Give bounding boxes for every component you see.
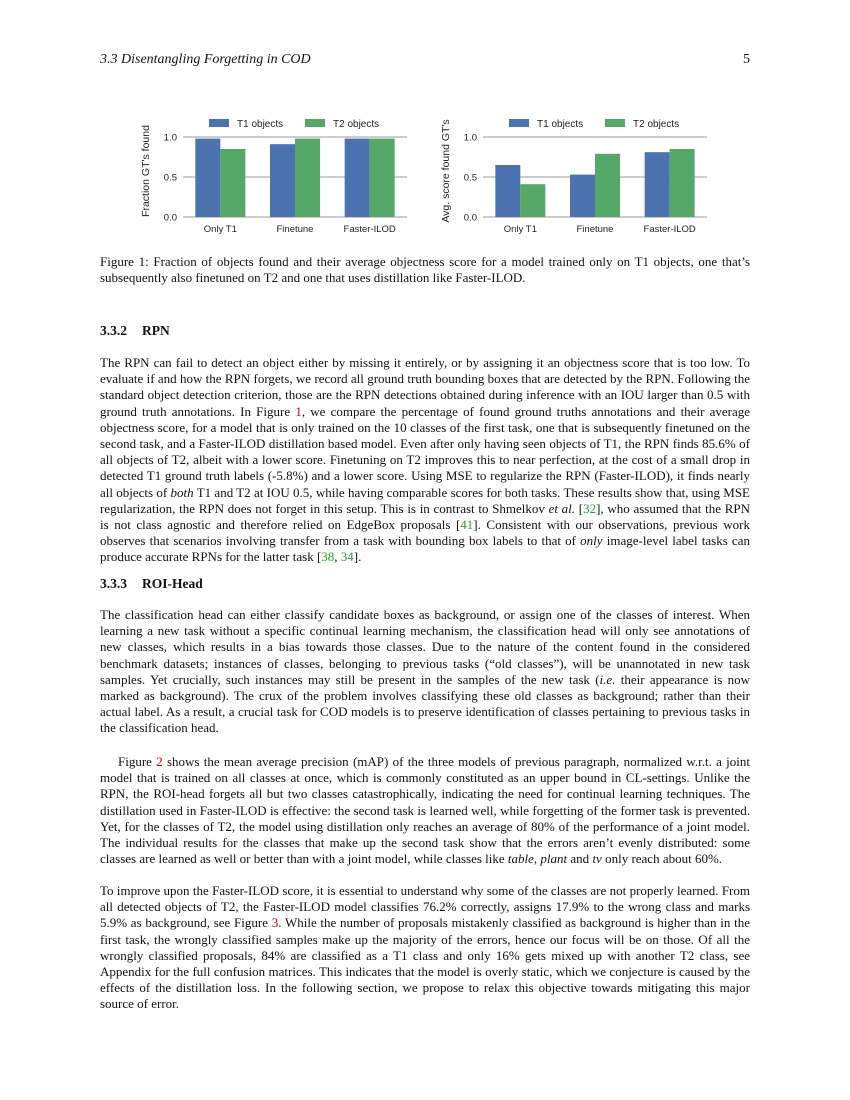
text-run: ]. Consistent with our observations, previous work observes that scenarios involving transfer from a task with bounding box labels to that of [100, 517, 750, 549]
text-run: ]. [353, 549, 362, 565]
text-run: image-level label tasks can produce accurate RPNs for the latter task [ [100, 533, 750, 565]
emphasis: only [580, 533, 603, 549]
text-run: The RPN can fail to detect an object either by missing it entirely, or by assigning it an objectness score that is too low. To evaluate if and how the RPN forgets, we record all ground truth bounding boxes that are detected by the RPN. Following the standard object detection criterion, those are the RPN detections obtained during inference with an IOU larger than 0.5 with ground truth annotations. In Figure [100, 355, 750, 419]
section-number: 3.3.3 [100, 576, 127, 591]
legend-swatch [605, 119, 625, 127]
rpn-paragraph [100, 355, 750, 566]
bar [345, 139, 370, 217]
roi-paragraph-2 [100, 754, 750, 867]
bar [270, 144, 295, 217]
legend-label: T1 objects [237, 119, 284, 130]
figure-1 [135, 105, 715, 245]
text-run: Figure [118, 754, 157, 769]
figure-link[interactable]: 1 [295, 403, 302, 419]
figure-1-charts [135, 105, 715, 245]
section-title: ROI-Head [142, 576, 203, 591]
text-run: and [567, 851, 593, 867]
text-run: only reach about 60%. [601, 851, 723, 867]
text-run: T1 and T2 at IOU 0.5, while having comparable scores for both tasks. These results show that, using MSE regularization, the RPN does not forget in this setup. This is in contrast to Shmelkov [100, 484, 750, 516]
legend-label: T2 objects [633, 119, 680, 130]
y-axis-label: Fraction GT's found [140, 125, 152, 217]
y-tick-label: 0.0 [163, 212, 177, 224]
y-tick-label: 1.0 [463, 132, 477, 144]
x-tick-label: Faster-ILOD [343, 224, 396, 235]
emphasis: plant [540, 851, 568, 867]
x-tick-label: Only T1 [203, 224, 237, 235]
emphasis: et al. [548, 500, 576, 516]
bar [645, 152, 670, 217]
y-tick-label: 0.5 [163, 172, 177, 184]
emphasis: i.e. [599, 671, 616, 687]
text-run: , we compare the percentage of found ground truths annotations and their average objectness score, for a model that is only trained on the 10 classes of the first task, one that is subsequently finetuned on the second task, and a Faster-ILOD distillation based model. Even after only having seen objects of T1, the RPN finds 85.6% of all objects of T2, albeit with a lower score. Finetuning on T2 improves this to near perfection, at the cost of a small drop in detected T1 ground truth labels (-5.8%) and a lower score. Using MSE to regularize the RPN (Faster-ILOD), it finds nearly all objects of [100, 403, 750, 500]
emphasis: table [507, 851, 534, 867]
y-tick-label: 1.0 [163, 132, 177, 144]
bar [670, 149, 695, 217]
figure-link[interactable]: 3 [271, 915, 279, 931]
legend-label: T1 objects [537, 119, 584, 130]
bar [220, 149, 245, 217]
bar [370, 139, 395, 217]
legend-swatch [509, 119, 529, 127]
legend-swatch [209, 119, 229, 127]
text-run: shows the mean average precision (mAP) of the three models of previous paragraph, normalized w.r.t. a joint model that is trained on all classes at once, which is commonly constituted as an upper bound in CL-settings. Unlike the RPN, the ROI-head forgets all but two classes catastrophically, indicating the need for continual learning techniques. The distillation used in Faster-ILOD is effective: the second task is learned well, while forgetting of the former task is prevented. Yet, for the classes of T2, the model using distillation only reaches an average of 80% of the performance of a joint model. The individual results for the classes that make up the second task show that the errors aren’t evenly distributed: some classes are learned as well or better than with a joint model, while classes like [100, 754, 750, 867]
citation-link[interactable]: 34 [340, 549, 354, 565]
emphasis: both [170, 484, 194, 500]
text-run: their appearance is now marked as background). The crux of the problem involves classifying these old classes as background; rather than their actual label. As a result, a crucial task for COD models is to preserve identification of classes pertaining to previous tasks in the classification head. [100, 671, 750, 736]
y-axis-label: Avg. score found GT's [440, 119, 452, 223]
x-tick-label: Finetune [276, 224, 314, 235]
text-run: [ [575, 500, 584, 516]
section-heading-roi-head [100, 576, 203, 592]
text-run: . While the number of proposals mistakenly classified as background is higher than in the first task, the wrongly classified samples make up the majority of the errors, hence our focus will be on those. Of all the wrongly classified proposals, 84% are classified as a T1 class and only 16% gets mixed up with another T2 class, see Appendix for the full confusion matrices. This indicates that the model is overly static, which we conjecture is caused by the effects of the distillation loss. In the following section, we propose to relax this objective towards mitigating this major source of error. [100, 915, 750, 1012]
section-number: 3.3.2 [100, 323, 127, 338]
citation-link[interactable]: 38 [321, 549, 335, 565]
citation-link[interactable]: 32 [583, 500, 597, 516]
page-number: 5 [743, 52, 750, 67]
bar [495, 165, 520, 217]
running-header [100, 52, 750, 70]
legend-label: T2 objects [333, 119, 380, 130]
x-tick-label: Faster-ILOD [643, 224, 696, 235]
text-run: To improve upon the Faster-ILOD score, it is essential to understand why some of the classes are not properly learned. From all detected objects of T2, the Faster-ILOD model classifies 76.2% correctly, assigns 17.9% to the wrong class and marks 5.9% as background, see Figure [100, 883, 750, 931]
figure-1-caption: Figure 1: Fraction of objects found and their average objectness score for a model trained only on T1 objects, one that’s subsequently also finetuned on T2 and one that uses distillation like Faster-ILOD. [100, 254, 750, 285]
text-run: , [334, 549, 341, 565]
bar [295, 139, 320, 217]
roi-paragraph-1 [100, 607, 750, 737]
x-tick-label: Only T1 [503, 224, 537, 235]
section-header-title: 3.3 Disentangling Forgetting in COD [100, 52, 311, 67]
emphasis: tv [592, 851, 602, 867]
bar [195, 139, 220, 217]
roi-paragraph-3 [100, 883, 750, 1013]
section-heading-rpn [100, 323, 170, 339]
text-run: ], who assumed that the RPN is not class agnostic and therefore relied on EdgeBox proposals [ [100, 500, 750, 533]
x-tick-label: Finetune [576, 224, 614, 235]
bar [595, 154, 620, 217]
bar [570, 175, 595, 217]
y-tick-label: 0.5 [463, 172, 477, 184]
citation-link[interactable]: 41 [460, 517, 474, 533]
figure-link[interactable]: 2 [156, 754, 163, 769]
section-title: RPN [142, 323, 170, 338]
text-run: The classification head can either classify candidate boxes as background, or assign one of the classes of interest. When learning a new task without a specific continual learning mechanism, the classification head will only see annotations of new classes, which results in a bias towards those classes. Due to the nature of the content found in the considered benchmark datasets; instances of classes, belonging to previous tasks (“old classes”), will be unannotated in new task samples. Yet crucially, such instances may still be present in the samples of the new task ( [100, 607, 750, 687]
bar [520, 184, 545, 217]
legend-swatch [305, 119, 325, 127]
y-tick-label: 0.0 [463, 212, 477, 224]
text-run: , [533, 851, 541, 867]
